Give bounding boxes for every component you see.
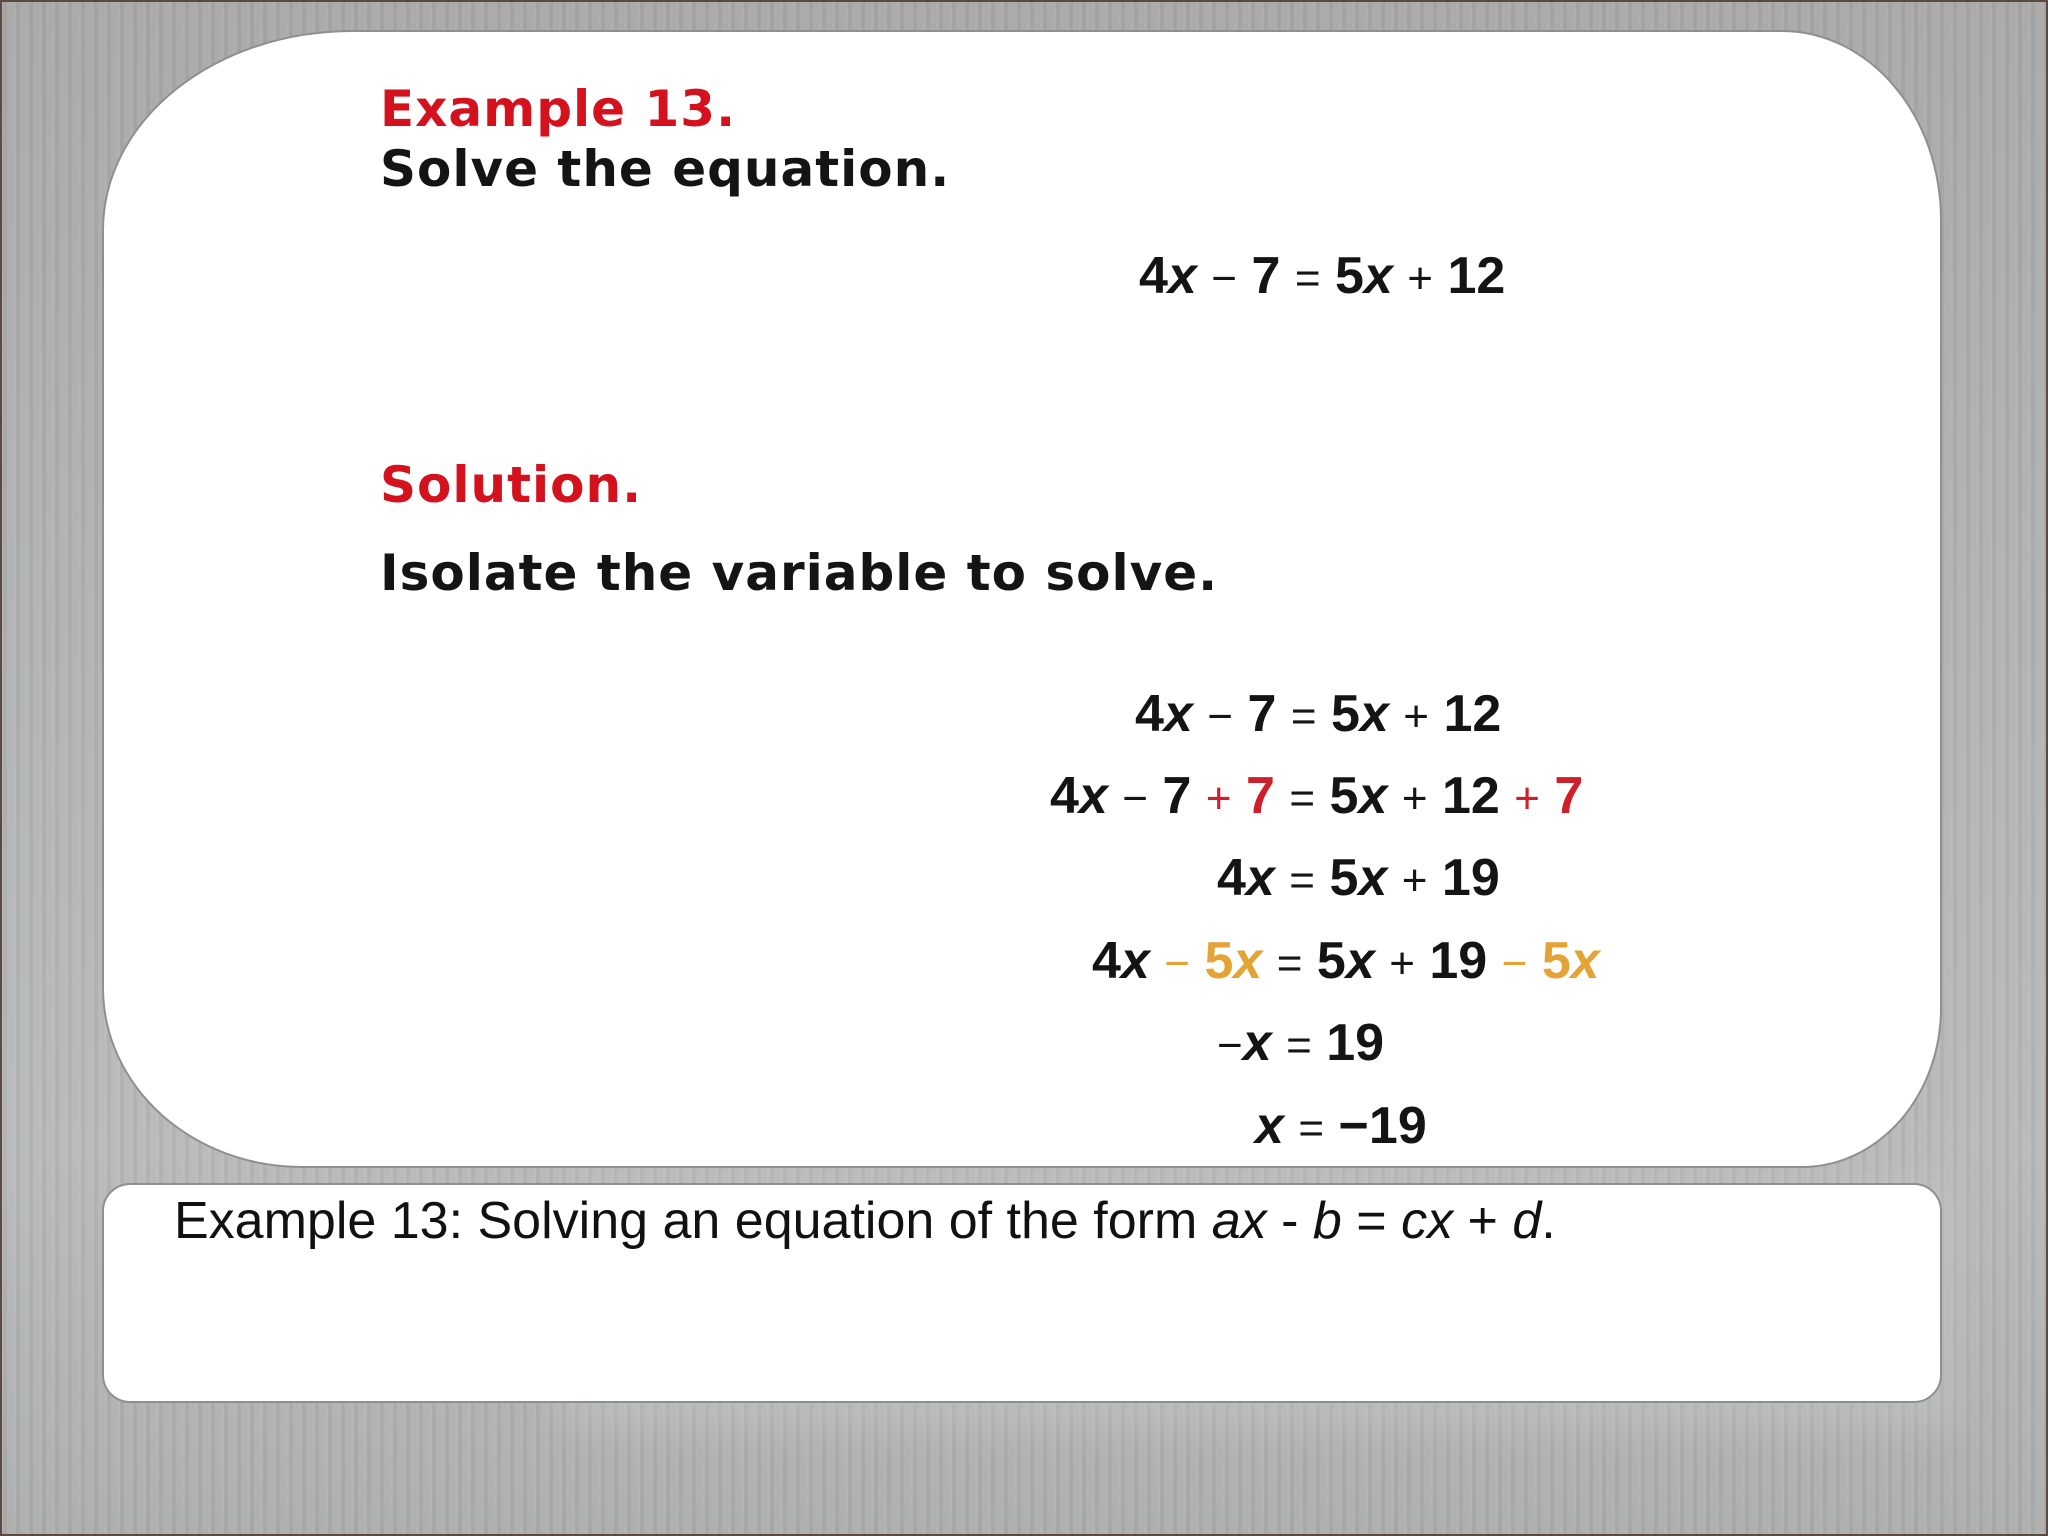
problem-equation: 4x − 7 = 5x + 12 (1139, 247, 1506, 305)
example-heading: Example 13. (380, 80, 737, 138)
solution-heading: Solution. (380, 456, 643, 514)
step-4: 4x − 5x = 5x + 19 − 5x (1092, 932, 1600, 990)
step-6: x = −19 (1255, 1097, 1427, 1155)
caption-text: Example 13: Solving an equation of the form ax - b = cx + d. (174, 1192, 1556, 1250)
step-3: 4x = 5x + 19 (1217, 849, 1500, 907)
caption-box (102, 1183, 1942, 1403)
solution-instruction: Isolate the variable to solve. (380, 544, 1219, 602)
step-5: −x = 19 (1217, 1014, 1385, 1072)
step-2: 4x − 7 + 7 = 5x + 12 + 7 (1050, 767, 1584, 825)
slide-card (102, 30, 1942, 1168)
instruction-text: Solve the equation. (380, 140, 951, 198)
step-1: 4x − 7 = 5x + 12 (1135, 685, 1502, 743)
